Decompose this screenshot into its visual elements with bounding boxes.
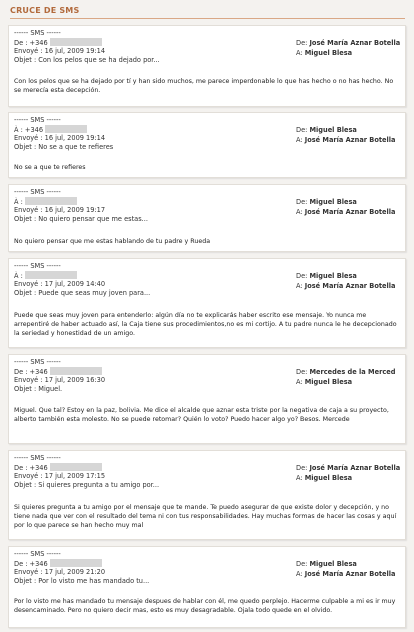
sms-card — [8, 354, 406, 444]
sms-address: De : +346 — [14, 38, 102, 47]
redacted-number — [50, 367, 102, 375]
sms-date: Envoyé : 16 jul, 2009 19:17 — [14, 206, 106, 214]
sms-subject: Objet : Miguel. — [14, 385, 63, 393]
sms-separator: ------ SMS ------ — [14, 262, 61, 270]
sms-separator: ------ SMS ------ — [14, 454, 61, 462]
sms-from: De: Miguel Blesa — [296, 198, 357, 206]
sms-body: Miguel. Que tal? Estoy en la paz, bolivia. Me dice el alcalde que aznar esta triste por la negativa de caja a su proyecto, alberto también esta molesto. No se puede retomar? Quién lo voto? Puedo hacer algo yo? Besos. Mercede — [14, 407, 389, 423]
redacted-number — [45, 125, 87, 133]
sms-from: De: José María Aznar Botella — [296, 464, 401, 472]
sms-subject: Objet : Por lo visto me has mandado tu... — [14, 577, 150, 585]
sms-to: A: Miguel Blesa — [296, 378, 353, 386]
sms-to: A: José María Aznar Botella — [296, 282, 396, 290]
sms-date: Envoyé : 16 jul, 2009 19:14 — [14, 134, 106, 142]
sms-from: De: Miguel Blesa — [296, 272, 357, 280]
sms-separator: ------ SMS ------ — [14, 29, 61, 37]
redacted-number — [50, 463, 102, 471]
sms-date: Envoyé : 17 jul, 2009 17:15 — [14, 472, 106, 480]
sms-date: Envoyé : 17 jul, 2009 14:40 — [14, 280, 106, 288]
sms-from: De: Miguel Blesa — [296, 560, 357, 568]
sms-from: De: Mercedes de la Merced — [296, 368, 396, 376]
sms-body: No quiero pensar que me estas hablando de tu padre y Rueda — [14, 238, 211, 245]
sms-subject: Objet : Puede que seas muy joven para... — [14, 289, 151, 297]
sms-card — [8, 258, 406, 348]
redacted-number — [50, 559, 102, 567]
sms-card — [8, 184, 406, 252]
sms-body: Por lo visto me has mandado tu mensaje despues de hablar con él, me quedo perplejo. Hacerme culpable a mi es ir muy desencaminado. Pero no quiero decir mas, esto es muy desagradable. Ojala todo quede en el olvido. — [14, 598, 396, 614]
sms-body: Puede que seas muy joven para entenderlo: algún día no te explicarás haber escrito ese mensaje. Yo nunca me arrepentiré de haber actuado así, la Caja tiene sus procedimientos,no es mi cortijo. A tu padre nunca le he decepcionado la seriedad y honestidad de un amigo. — [14, 312, 397, 337]
sms-subject: Objet : Si quieres pregunta a tu amigo por... — [14, 481, 160, 489]
sms-date: Envoyé : 17 jul, 2009 16:30 — [14, 376, 106, 384]
sms-date: Envoyé : 16 jul, 2009 19:14 — [14, 47, 106, 55]
redacted-number — [50, 38, 102, 46]
sms-to: A: Miguel Blesa — [296, 49, 353, 57]
sms-separator: ------ SMS ------ — [14, 188, 61, 196]
page-title: CRUCE DE SMS — [10, 6, 80, 15]
sms-card — [8, 25, 406, 107]
sms-body: Si quieres pregunta a tu amigo por el mensaje que te mande. Te puedo asegurar de que existe dolor y decepción, y no tiene nada que ver con el resultado del tema ni con tus responsabilidades. Hay muchas formas de hacer las cosas y aquí por lo que parece se han hecho muy mal — [14, 504, 397, 529]
sms-subject: Objet : No quiero pensar que me estas... — [14, 215, 148, 223]
sms-separator: ------ SMS ------ — [14, 116, 61, 124]
sms-card — [8, 450, 406, 540]
sms-from: De: Miguel Blesa — [296, 126, 357, 134]
sms-body: No se a que te refieres — [14, 164, 86, 171]
sms-body: Con los pelos que se ha dejado por tí y han sido muchos, me parece imperdonable lo que has hecho o no has hecho. No se merecía esta decepción. — [14, 78, 394, 94]
sms-subject: Objet : Con los pelos que se ha dejado por... — [14, 56, 160, 64]
sms-address: À : — [14, 197, 77, 206]
sms-address: De : +346 — [14, 559, 102, 568]
sms-card — [8, 112, 406, 178]
sms-to: A: José María Aznar Botella — [296, 208, 396, 216]
redacted-number — [25, 197, 77, 205]
title-divider — [10, 18, 405, 19]
sms-to: A: José María Aznar Botella — [296, 136, 396, 144]
sms-to: A: José María Aznar Botella — [296, 570, 396, 578]
sms-address: De : +346 — [14, 367, 102, 376]
sms-address: À : — [14, 271, 77, 280]
sms-address: De : +346 — [14, 463, 102, 472]
sms-subject: Objet : No se a que te refieres — [14, 143, 114, 151]
sms-separator: ------ SMS ------ — [14, 358, 61, 366]
sms-to: A: Miguel Blesa — [296, 474, 353, 482]
sms-address: À : +346 — [14, 125, 87, 134]
sms-date: Envoyé : 17 jul, 2009 21:20 — [14, 568, 106, 576]
sms-card — [8, 546, 406, 628]
sms-from: De: José María Aznar Botella — [296, 39, 401, 47]
sms-separator: ------ SMS ------ — [14, 550, 61, 558]
redacted-number — [25, 271, 77, 279]
